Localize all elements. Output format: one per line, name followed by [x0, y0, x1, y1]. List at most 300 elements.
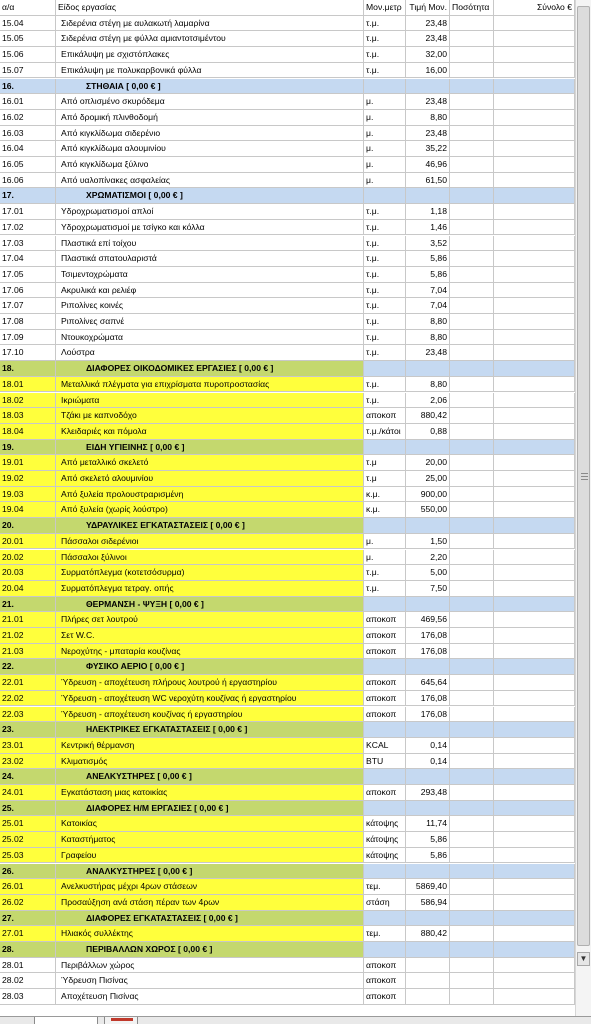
- cell-description[interactable]: ΑΝΕΛΚΥΣΤΗΡΕΣ [ 0,00 € ]: [56, 769, 364, 785]
- cell-quantity[interactable]: [450, 926, 494, 942]
- cell-total[interactable]: [494, 597, 575, 613]
- cell-total[interactable]: [494, 393, 575, 409]
- cell-unit-price[interactable]: 1,50: [406, 534, 450, 550]
- cell-code[interactable]: 26.: [0, 864, 56, 880]
- cell-description[interactable]: Ριπολίνες κοινές: [56, 298, 364, 314]
- cell-unit-price[interactable]: 0,88: [406, 424, 450, 440]
- cell-total[interactable]: [494, 612, 575, 628]
- cell-total[interactable]: [494, 79, 575, 95]
- cell-unit-price[interactable]: 46,96: [406, 157, 450, 173]
- cell-unit[interactable]: μ.: [364, 534, 406, 550]
- cell-code[interactable]: 25.: [0, 801, 56, 817]
- cell-quantity[interactable]: [450, 157, 494, 173]
- cell-unit-price[interactable]: 176,08: [406, 644, 450, 660]
- cell-code[interactable]: 25.03: [0, 848, 56, 864]
- cell-code[interactable]: 20.01: [0, 534, 56, 550]
- cell-description[interactable]: Αποχέτευση Πισίνας: [56, 989, 364, 1005]
- cell-total[interactable]: [494, 283, 575, 299]
- cell-quantity[interactable]: [450, 754, 494, 770]
- cell-unit-price[interactable]: [406, 989, 450, 1005]
- cell-quantity[interactable]: [450, 644, 494, 660]
- cell-unit-price[interactable]: [406, 440, 450, 456]
- cell-code[interactable]: 16.02: [0, 110, 56, 126]
- cell-code[interactable]: 19.: [0, 440, 56, 456]
- cell-quantity[interactable]: [450, 738, 494, 754]
- cell-total[interactable]: [494, 722, 575, 738]
- cell-code[interactable]: 21.02: [0, 628, 56, 644]
- cell-unit[interactable]: τ.μ.: [364, 220, 406, 236]
- cell-quantity[interactable]: [450, 251, 494, 267]
- cell-unit-price[interactable]: 7,04: [406, 283, 450, 299]
- column-header-total[interactable]: Σύνολο €: [494, 0, 575, 16]
- cell-total[interactable]: [494, 424, 575, 440]
- cell-total[interactable]: [494, 581, 575, 597]
- cell-unit-price[interactable]: 8,80: [406, 314, 450, 330]
- cell-unit-price[interactable]: 23,48: [406, 345, 450, 361]
- cell-code[interactable]: 24.: [0, 769, 56, 785]
- cell-description[interactable]: Ύδρευση - αποχέτευση κουζίνας ή εργαστηρίου: [56, 707, 364, 723]
- cell-description[interactable]: Από υαλοπίνακες ασφαλείας: [56, 173, 364, 189]
- cell-code[interactable]: 20.: [0, 518, 56, 534]
- cell-quantity[interactable]: [450, 958, 494, 974]
- cell-description[interactable]: Από μεταλλικό σκελετό: [56, 455, 364, 471]
- cell-unit[interactable]: μ.: [364, 94, 406, 110]
- cell-unit[interactable]: τ.μ: [364, 471, 406, 487]
- cell-unit[interactable]: τ.μ.: [364, 393, 406, 409]
- cell-code[interactable]: 21.01: [0, 612, 56, 628]
- column-header-quantity[interactable]: Ποσότητα: [450, 0, 494, 16]
- cell-quantity[interactable]: [450, 848, 494, 864]
- cell-unit-price[interactable]: 880,42: [406, 926, 450, 942]
- cell-unit[interactable]: μ.: [364, 141, 406, 157]
- cell-total[interactable]: [494, 251, 575, 267]
- cell-unit[interactable]: μ.: [364, 110, 406, 126]
- cell-unit-price[interactable]: 469,56: [406, 612, 450, 628]
- cell-unit-price[interactable]: 7,50: [406, 581, 450, 597]
- cell-quantity[interactable]: [450, 722, 494, 738]
- cell-code[interactable]: 24.01: [0, 785, 56, 801]
- cell-code[interactable]: 17.07: [0, 298, 56, 314]
- cell-unit[interactable]: BTU: [364, 754, 406, 770]
- cell-unit[interactable]: μ.: [364, 173, 406, 189]
- column-header-code[interactable]: α/α: [0, 0, 56, 16]
- cell-description[interactable]: Προσαύξηση ανά στάση πέραν των 4ρων: [56, 895, 364, 911]
- cell-description[interactable]: ΘΕΡΜΑΝΣΗ - ΨΥΞΗ [ 0,00 € ]: [56, 597, 364, 613]
- cell-unit-price[interactable]: 5,86: [406, 832, 450, 848]
- cell-unit-price[interactable]: 7,04: [406, 298, 450, 314]
- cell-quantity[interactable]: [450, 424, 494, 440]
- cell-unit[interactable]: κάτοψης: [364, 816, 406, 832]
- cell-code[interactable]: 19.03: [0, 487, 56, 503]
- cell-total[interactable]: [494, 471, 575, 487]
- cell-unit[interactable]: μ.: [364, 550, 406, 566]
- cell-total[interactable]: [494, 220, 575, 236]
- cell-quantity[interactable]: [450, 31, 494, 47]
- cell-quantity[interactable]: [450, 79, 494, 95]
- cell-code[interactable]: 17.06: [0, 283, 56, 299]
- cell-unit-price[interactable]: [406, 518, 450, 534]
- cell-unit[interactable]: [364, 597, 406, 613]
- cell-quantity[interactable]: [450, 220, 494, 236]
- cell-unit-price[interactable]: 5,86: [406, 848, 450, 864]
- cell-unit-price[interactable]: 25,00: [406, 471, 450, 487]
- cell-unit[interactable]: τ.μ.: [364, 31, 406, 47]
- cell-quantity[interactable]: [450, 377, 494, 393]
- cell-description[interactable]: Ύδρευση - αποχέτευση πλήρους λουτρού ή εργαστηρίου: [56, 675, 364, 691]
- cell-description[interactable]: Νεροχύτης - μπαταρία κουζίνας: [56, 644, 364, 660]
- cell-code[interactable]: 28.03: [0, 989, 56, 1005]
- cell-description[interactable]: Σιδερένια στέγη με φύλλα αμιαντοτσιμέντου: [56, 31, 364, 47]
- cell-total[interactable]: [494, 298, 575, 314]
- cell-unit-price[interactable]: 586,94: [406, 895, 450, 911]
- cell-unit-price[interactable]: 176,08: [406, 691, 450, 707]
- cell-code[interactable]: 17.08: [0, 314, 56, 330]
- cell-quantity[interactable]: [450, 597, 494, 613]
- cell-description[interactable]: ΥΔΡΑΥΛΙΚΕΣ ΕΓΚΑΤΑΣΤΑΣΕΙΣ [ 0,00 € ]: [56, 518, 364, 534]
- cell-unit-price[interactable]: [406, 188, 450, 204]
- cell-total[interactable]: [494, 361, 575, 377]
- cell-unit-price[interactable]: 176,08: [406, 628, 450, 644]
- cell-unit-price[interactable]: 8,80: [406, 377, 450, 393]
- cell-description[interactable]: Υδροχρωματισμοί με τσίγκο και κόλλα: [56, 220, 364, 236]
- cell-unit-price[interactable]: 293,48: [406, 785, 450, 801]
- cell-code[interactable]: 19.02: [0, 471, 56, 487]
- cell-description[interactable]: Καταστήματος: [56, 832, 364, 848]
- cell-quantity[interactable]: [450, 455, 494, 471]
- cell-unit[interactable]: κ.μ.: [364, 502, 406, 518]
- cell-total[interactable]: [494, 63, 575, 79]
- cell-description[interactable]: Από οπλισμένο σκυρόδεμα: [56, 94, 364, 110]
- cell-unit[interactable]: αποκοπ: [364, 707, 406, 723]
- cell-quantity[interactable]: [450, 16, 494, 32]
- cell-description[interactable]: ΠΕΡΙΒΑΛΛΩΝ ΧΩΡΟΣ [ 0,00 € ]: [56, 942, 364, 958]
- cell-description[interactable]: Περιβάλλων χώρος: [56, 958, 364, 974]
- cell-quantity[interactable]: [450, 628, 494, 644]
- cell-description[interactable]: ΑΝΑΛΚΥΣΤΗΡΕΣ [ 0,00 € ]: [56, 864, 364, 880]
- cell-unit-price[interactable]: 5,86: [406, 251, 450, 267]
- cell-code[interactable]: 22.01: [0, 675, 56, 691]
- cell-code[interactable]: 25.02: [0, 832, 56, 848]
- cell-description[interactable]: Συρματόπλεγμα τετραγ. οπής: [56, 581, 364, 597]
- cell-unit-price[interactable]: [406, 911, 450, 927]
- cell-unit[interactable]: στάση: [364, 895, 406, 911]
- cell-quantity[interactable]: [450, 440, 494, 456]
- cell-unit[interactable]: αποκοπ: [364, 989, 406, 1005]
- cell-total[interactable]: [494, 173, 575, 189]
- cell-quantity[interactable]: [450, 707, 494, 723]
- cell-unit[interactable]: αποκοπ: [364, 973, 406, 989]
- cell-quantity[interactable]: [450, 675, 494, 691]
- cell-quantity[interactable]: [450, 94, 494, 110]
- cell-code[interactable]: 16.03: [0, 126, 56, 142]
- cell-unit-price[interactable]: [406, 361, 450, 377]
- cell-quantity[interactable]: [450, 298, 494, 314]
- cell-quantity[interactable]: [450, 267, 494, 283]
- cell-code[interactable]: 15.04: [0, 16, 56, 32]
- cell-code[interactable]: 17.04: [0, 251, 56, 267]
- cell-quantity[interactable]: [450, 141, 494, 157]
- cell-description[interactable]: Εγκατάσταση μιας κατοικίας: [56, 785, 364, 801]
- cell-total[interactable]: [494, 628, 575, 644]
- cell-total[interactable]: [494, 110, 575, 126]
- cell-unit-price[interactable]: 3,52: [406, 236, 450, 252]
- cell-total[interactable]: [494, 330, 575, 346]
- cell-unit[interactable]: [364, 440, 406, 456]
- sheet-tab[interactable]: [104, 1017, 138, 1024]
- cell-total[interactable]: [494, 738, 575, 754]
- cell-description[interactable]: Από κιγκλίδωμα αλουμινίου: [56, 141, 364, 157]
- cell-quantity[interactable]: [450, 126, 494, 142]
- cell-description[interactable]: ΧΡΩΜΑΤΙΣΜΟΙ [ 0,00 € ]: [56, 188, 364, 204]
- cell-description[interactable]: ΗΛΕΚΤΡΙΚΕΣ ΕΓΚΑΤΑΣΤΑΣΕΙΣ [ 0,00 € ]: [56, 722, 364, 738]
- cell-quantity[interactable]: [450, 518, 494, 534]
- cell-code[interactable]: 18.03: [0, 408, 56, 424]
- cell-quantity[interactable]: [450, 565, 494, 581]
- cell-code[interactable]: 17.: [0, 188, 56, 204]
- cell-quantity[interactable]: [450, 534, 494, 550]
- cell-total[interactable]: [494, 565, 575, 581]
- cell-total[interactable]: [494, 16, 575, 32]
- cell-total[interactable]: [494, 157, 575, 173]
- cell-unit[interactable]: κ.μ.: [364, 487, 406, 503]
- cell-unit-price[interactable]: 61,50: [406, 173, 450, 189]
- cell-quantity[interactable]: [450, 345, 494, 361]
- cell-code[interactable]: 18.01: [0, 377, 56, 393]
- cell-code[interactable]: 18.04: [0, 424, 56, 440]
- cell-description[interactable]: Από κιγκλίδωμα σιδερένιο: [56, 126, 364, 142]
- cell-code[interactable]: 15.07: [0, 63, 56, 79]
- cell-quantity[interactable]: [450, 832, 494, 848]
- cell-total[interactable]: [494, 267, 575, 283]
- cell-quantity[interactable]: [450, 973, 494, 989]
- cell-unit-price[interactable]: 1,46: [406, 220, 450, 236]
- cell-unit-price[interactable]: 5869,40: [406, 879, 450, 895]
- cell-total[interactable]: [494, 691, 575, 707]
- cell-unit-price[interactable]: 645,64: [406, 675, 450, 691]
- cell-unit[interactable]: [364, 361, 406, 377]
- cell-total[interactable]: [494, 973, 575, 989]
- cell-description[interactable]: Κλιματισμός: [56, 754, 364, 770]
- cell-total[interactable]: [494, 675, 575, 691]
- cell-total[interactable]: [494, 141, 575, 157]
- cell-unit[interactable]: [364, 942, 406, 958]
- cell-total[interactable]: [494, 314, 575, 330]
- scroll-down-button[interactable]: [577, 952, 590, 966]
- cell-total[interactable]: [494, 848, 575, 864]
- cell-total[interactable]: [494, 707, 575, 723]
- cell-unit-price[interactable]: 35,22: [406, 141, 450, 157]
- cell-unit[interactable]: μ.: [364, 126, 406, 142]
- cell-code[interactable]: 27.01: [0, 926, 56, 942]
- cell-unit[interactable]: τ.μ.: [364, 314, 406, 330]
- cell-description[interactable]: Ηλιακός συλλέκτης: [56, 926, 364, 942]
- cell-quantity[interactable]: [450, 204, 494, 220]
- cell-quantity[interactable]: [450, 502, 494, 518]
- cell-unit-price[interactable]: 5,00: [406, 565, 450, 581]
- cell-total[interactable]: [494, 942, 575, 958]
- cell-unit[interactable]: [364, 518, 406, 534]
- cell-unit[interactable]: τ.μ.: [364, 63, 406, 79]
- cell-code[interactable]: 17.03: [0, 236, 56, 252]
- cell-total[interactable]: [494, 659, 575, 675]
- cell-code[interactable]: 16.05: [0, 157, 56, 173]
- cell-unit-price[interactable]: 2,20: [406, 550, 450, 566]
- cell-total[interactable]: [494, 644, 575, 660]
- cell-code[interactable]: 15.06: [0, 47, 56, 63]
- sheet-tab[interactable]: [34, 1017, 98, 1024]
- cell-quantity[interactable]: [450, 314, 494, 330]
- vertical-scrollbar[interactable]: [575, 0, 591, 1016]
- cell-description[interactable]: Επικάλυψη με πολυκαρβονικά φύλλα: [56, 63, 364, 79]
- cell-unit[interactable]: τ.μ.: [364, 204, 406, 220]
- cell-description[interactable]: Ακρυλικά και ρελιέφ: [56, 283, 364, 299]
- column-header-description[interactable]: Είδος εργασίας: [56, 0, 364, 16]
- cell-total[interactable]: [494, 408, 575, 424]
- cell-unit-price[interactable]: 23,48: [406, 126, 450, 142]
- cell-unit-price[interactable]: [406, 864, 450, 880]
- cell-unit[interactable]: τεμ.: [364, 926, 406, 942]
- cell-description[interactable]: ΦΥΣΙΚΟ ΑΕΡΙΟ [ 0,00 € ]: [56, 659, 364, 675]
- cell-total[interactable]: [494, 926, 575, 942]
- cell-unit[interactable]: κάτοψης: [364, 832, 406, 848]
- cell-total[interactable]: [494, 550, 575, 566]
- cell-unit[interactable]: αποκοπ: [364, 612, 406, 628]
- cell-description[interactable]: Λούστρα: [56, 345, 364, 361]
- cell-description[interactable]: Κεντρική θέρμανση: [56, 738, 364, 754]
- cell-unit[interactable]: αποκοπ: [364, 675, 406, 691]
- cell-unit[interactable]: τ.μ.: [364, 236, 406, 252]
- cell-unit-price[interactable]: 0,14: [406, 738, 450, 754]
- cell-code[interactable]: 16.04: [0, 141, 56, 157]
- cell-quantity[interactable]: [450, 989, 494, 1005]
- cell-code[interactable]: 28.02: [0, 973, 56, 989]
- cell-description[interactable]: Κατοικίας: [56, 816, 364, 832]
- cell-total[interactable]: [494, 754, 575, 770]
- cell-description[interactable]: Ανελκυστήρας μέχρι 4ρων στάσεων: [56, 879, 364, 895]
- cell-code[interactable]: 23.02: [0, 754, 56, 770]
- cell-code[interactable]: 22.03: [0, 707, 56, 723]
- cell-unit[interactable]: τ.μ.: [364, 345, 406, 361]
- cell-description[interactable]: Πλαστικά επί τοίχου: [56, 236, 364, 252]
- cell-code[interactable]: 16.06: [0, 173, 56, 189]
- cell-total[interactable]: [494, 126, 575, 142]
- cell-code[interactable]: 26.01: [0, 879, 56, 895]
- cell-quantity[interactable]: [450, 612, 494, 628]
- cell-unit[interactable]: τ.μ.: [364, 565, 406, 581]
- cell-quantity[interactable]: [450, 188, 494, 204]
- cell-unit[interactable]: τ.μ.: [364, 251, 406, 267]
- cell-code[interactable]: 26.02: [0, 895, 56, 911]
- cell-total[interactable]: [494, 879, 575, 895]
- cell-code[interactable]: 23.01: [0, 738, 56, 754]
- cell-unit-price[interactable]: 8,80: [406, 330, 450, 346]
- cell-description[interactable]: ΣΤΗΘΑΙΑ [ 0,00 € ]: [56, 79, 364, 95]
- cell-unit-price[interactable]: 1,18: [406, 204, 450, 220]
- column-header-unit-price[interactable]: Τιμή Μον.: [406, 0, 450, 16]
- cell-total[interactable]: [494, 785, 575, 801]
- cell-total[interactable]: [494, 801, 575, 817]
- cell-quantity[interactable]: [450, 550, 494, 566]
- cell-unit[interactable]: τ.μ.: [364, 330, 406, 346]
- cell-code[interactable]: 17.01: [0, 204, 56, 220]
- cell-total[interactable]: [494, 832, 575, 848]
- cell-quantity[interactable]: [450, 63, 494, 79]
- cell-code[interactable]: 20.02: [0, 550, 56, 566]
- cell-description[interactable]: Γραφείου: [56, 848, 364, 864]
- cell-unit-price[interactable]: [406, 769, 450, 785]
- cell-total[interactable]: [494, 958, 575, 974]
- cell-unit-price[interactable]: [406, 79, 450, 95]
- cell-description[interactable]: Πάσσαλοι ξύλινοι: [56, 550, 364, 566]
- cell-unit-price[interactable]: 23,48: [406, 16, 450, 32]
- cell-code[interactable]: 17.09: [0, 330, 56, 346]
- cell-description[interactable]: Υδροχρωματισμοί απλοί: [56, 204, 364, 220]
- cell-unit-price[interactable]: 11,74: [406, 816, 450, 832]
- cell-quantity[interactable]: [450, 393, 494, 409]
- cell-code[interactable]: 16.: [0, 79, 56, 95]
- cell-description[interactable]: Από ξυλεία (χωρίς λούστρο): [56, 502, 364, 518]
- cell-quantity[interactable]: [450, 283, 494, 299]
- cell-quantity[interactable]: [450, 408, 494, 424]
- cell-total[interactable]: [494, 487, 575, 503]
- cell-unit[interactable]: τ.μ.: [364, 16, 406, 32]
- cell-quantity[interactable]: [450, 487, 494, 503]
- cell-unit[interactable]: αποκοπ: [364, 408, 406, 424]
- cell-unit[interactable]: τ.μ.: [364, 47, 406, 63]
- cell-quantity[interactable]: [450, 659, 494, 675]
- cell-unit-price[interactable]: [406, 801, 450, 817]
- cell-unit-price[interactable]: 5,86: [406, 267, 450, 283]
- cell-description[interactable]: ΔΙΑΦΟΡΕΣ ΟΙΚΟΔΟΜΙΚΕΣ ΕΡΓΑΣΙΕΣ [ 0,00 € ]: [56, 361, 364, 377]
- cell-total[interactable]: [494, 188, 575, 204]
- cell-quantity[interactable]: [450, 879, 494, 895]
- cell-code[interactable]: 19.04: [0, 502, 56, 518]
- cell-total[interactable]: [494, 47, 575, 63]
- cell-code[interactable]: 18.: [0, 361, 56, 377]
- cell-unit[interactable]: [364, 864, 406, 880]
- cell-description[interactable]: ΕΙΔΗ ΥΓΙΕΙΝΗΣ [ 0,00 € ]: [56, 440, 364, 456]
- cell-quantity[interactable]: [450, 361, 494, 377]
- cell-unit[interactable]: [364, 79, 406, 95]
- cell-unit-price[interactable]: 900,00: [406, 487, 450, 503]
- cell-quantity[interactable]: [450, 911, 494, 927]
- cell-code[interactable]: 15.05: [0, 31, 56, 47]
- cell-total[interactable]: [494, 989, 575, 1005]
- cell-unit[interactable]: [364, 659, 406, 675]
- cell-quantity[interactable]: [450, 110, 494, 126]
- cell-unit[interactable]: [364, 911, 406, 927]
- cell-unit-price[interactable]: 23,48: [406, 94, 450, 110]
- cell-unit[interactable]: τ.μ.: [364, 267, 406, 283]
- cell-code[interactable]: 21.03: [0, 644, 56, 660]
- cell-description[interactable]: Από σκελετό αλουμινίου: [56, 471, 364, 487]
- cell-description[interactable]: Σιδερένια στέγη με αυλακωτή λαμαρίνα: [56, 16, 364, 32]
- cell-quantity[interactable]: [450, 236, 494, 252]
- cell-code[interactable]: 22.02: [0, 691, 56, 707]
- cell-unit[interactable]: τεμ.: [364, 879, 406, 895]
- cell-description[interactable]: Τσιμεντοχρώματα: [56, 267, 364, 283]
- cell-unit-price[interactable]: 176,08: [406, 707, 450, 723]
- cell-unit-price[interactable]: [406, 973, 450, 989]
- cell-total[interactable]: [494, 816, 575, 832]
- cell-code[interactable]: 17.10: [0, 345, 56, 361]
- cell-description[interactable]: Μεταλλικά πλέγματα για επιχρίσματα πυροπροστασίας: [56, 377, 364, 393]
- cell-total[interactable]: [494, 236, 575, 252]
- cell-code[interactable]: 21.: [0, 597, 56, 613]
- cell-unit[interactable]: KCAL: [364, 738, 406, 754]
- cell-unit-price[interactable]: 880,42: [406, 408, 450, 424]
- cell-description[interactable]: Τζάκι με καπνοδόχο: [56, 408, 364, 424]
